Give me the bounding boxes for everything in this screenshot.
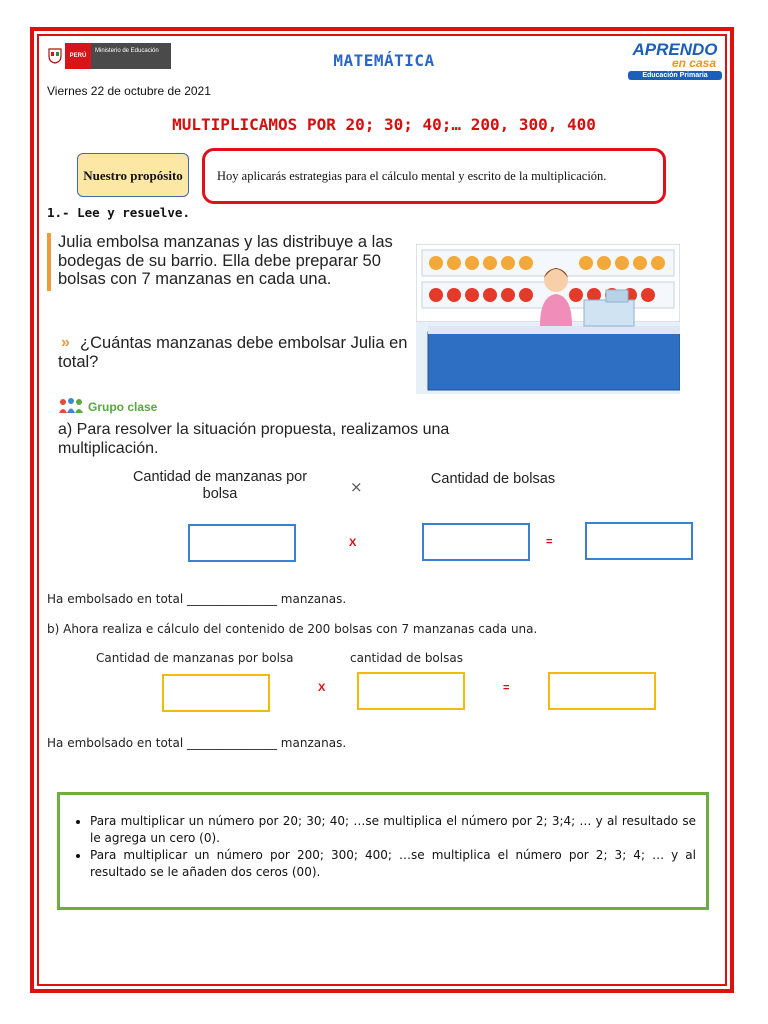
purpose-label: Nuestro propósito	[77, 153, 189, 197]
subject-title: MATEMÁTICA	[333, 51, 435, 70]
ministry-country: PERÚ	[65, 43, 91, 69]
question-text	[58, 334, 410, 371]
rule-item: • Para multiplicar un número por 200; 300; 400; …se multiplica el número por 2; 3; 4; … y al resultado se le añaden dos ceros (00).	[90, 847, 696, 881]
answer-box-a-result[interactable]	[585, 522, 693, 560]
rules-box	[57, 792, 709, 910]
question-marker-icon: »	[61, 334, 70, 351]
shop-illustration	[416, 244, 680, 394]
group-label: Grupo clase	[88, 400, 158, 414]
answer-box-a-apples[interactable]	[188, 524, 296, 562]
col-b-bags: cantidad de bolsas	[350, 651, 463, 665]
result-line-b: Ha embolsado en total _______________ manzanas.	[47, 736, 347, 750]
date: Viernes 22 de octubre de 2021	[47, 84, 211, 98]
problem-statement: Julia embolsa manzanas y las distribuye a las bodegas de su barrio. Ella debe preparar 50 bolsas con 7 manzanas en cada una.	[58, 233, 393, 288]
ministry-name: Ministerio de Educación	[91, 43, 171, 69]
operator-times-b: X	[318, 682, 326, 694]
brand-line3: Educación Primaria	[628, 71, 722, 80]
times-sign: ×	[350, 478, 363, 496]
rule-item: • Para multiplicar un número por 20; 30; 40; …se multiplica el número por 2; 3;4; … y al resultado se le agrega un cero (0).	[90, 813, 696, 847]
col-b-apples-per-bag: Cantidad de manzanas por bolsa	[96, 651, 294, 665]
brand-line2: en casa	[671, 56, 716, 70]
question-body: ¿Cuántas manzanas debe embolsar Julia en total?	[58, 334, 408, 371]
answer-box-b-apples[interactable]	[162, 674, 270, 712]
section-heading: 1.- Lee y resuelve.	[47, 205, 190, 220]
aprendo-en-casa-logo	[628, 42, 722, 80]
purpose-text: Hoy aplicarás estrategias para el cálculo mental y escrito de la multiplicación.	[202, 148, 666, 204]
answer-box-b-result[interactable]	[548, 672, 656, 710]
col-bags: Cantidad de bolsas	[430, 471, 556, 487]
lesson-title: MULTIPLICAMOS POR 20; 30; 40;… 200, 300, 400	[172, 115, 596, 134]
col-apples-per-bag: Cantidad de manzanas por bolsa	[132, 469, 308, 502]
answer-box-a-bags[interactable]	[422, 523, 530, 561]
problem-marker-bar	[47, 233, 51, 291]
rules-list	[70, 813, 696, 881]
part-a-text: a) Para resolver la situación propuesta, realizamos una multiplicación.	[58, 421, 450, 457]
group-people-icon	[58, 397, 84, 419]
result-line-a: Ha embolsado en total _______________ manzanas.	[47, 592, 347, 606]
operator-equals-b: =	[503, 682, 510, 694]
operator-equals-a: =	[546, 536, 553, 548]
answer-box-b-bags[interactable]	[357, 672, 465, 710]
operator-times-a: X	[349, 537, 357, 549]
part-b-text: b) Ahora realiza e cálculo del contenido de 200 bolsas con 7 manzanas cada una.	[47, 622, 538, 636]
brand-line1: APRENDO	[632, 40, 718, 59]
